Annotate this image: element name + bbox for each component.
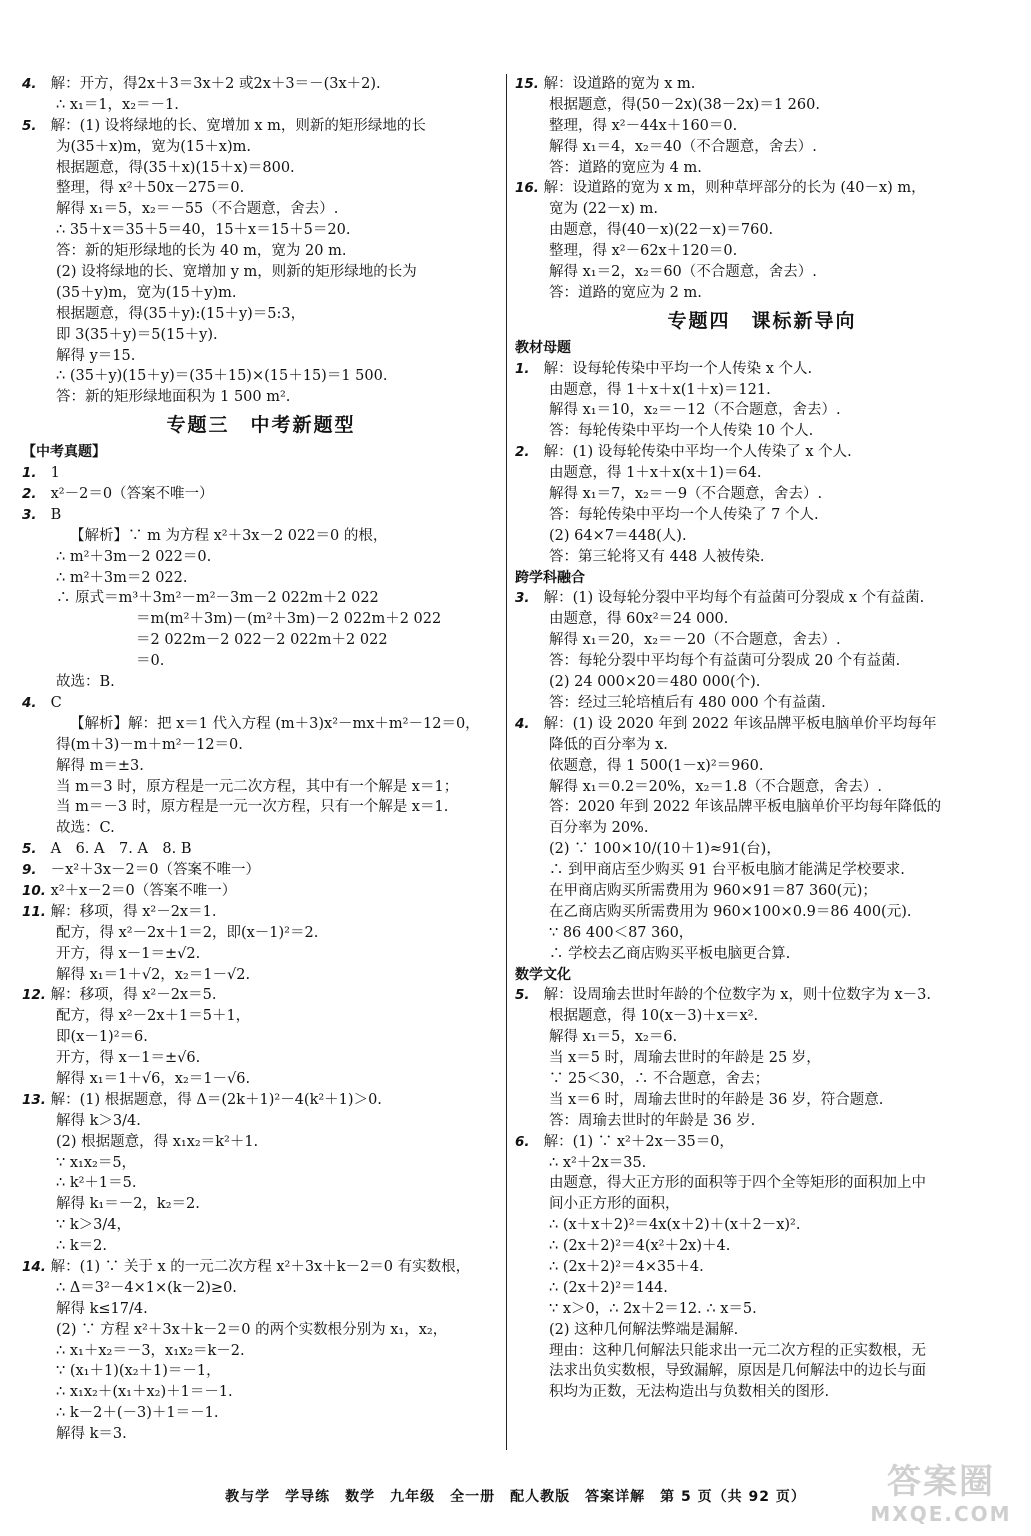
question-number: 3. xyxy=(22,506,37,523)
question-number: 6. xyxy=(515,1133,530,1150)
left-answers-block-2 xyxy=(22,463,500,1445)
answer-line: 答：道路的宽应为 2 m. xyxy=(549,284,702,301)
right-answers-block-4 xyxy=(515,985,1009,1403)
answer-line: (2) ∵ 100×10/(10＋1)≈91(台)， xyxy=(549,841,781,858)
answer-line: 解得 k＝3. xyxy=(56,1426,127,1443)
answer-line: 解得 x₁＝0.2＝20%，x₂＝1.8（不合题意，舍去）. xyxy=(549,778,883,795)
answer-line: 答：每轮传染中平均一个人传染了 7 个人. xyxy=(549,506,819,523)
question-number: 1. xyxy=(22,465,37,482)
answer-line: ∴ m²＋3m－2 022＝0. xyxy=(56,548,212,565)
answer-line: (2) 设将绿地的长、宽增加 y m，则新的矩形绿地的长为 xyxy=(56,264,417,281)
answer-line: 由题意，得 1＋x＋x(1＋x)＝121. xyxy=(549,381,771,398)
answer-line: 当 x＝6 时，周瑜去世时的年龄是 36 岁，符合题意. xyxy=(549,1091,884,1108)
answer-line: (2) 64×7＝448(人). xyxy=(549,527,687,544)
question-number: 4. xyxy=(515,715,530,732)
question-number: 5. xyxy=(515,987,530,1004)
subhead-textbook: 教材母题 xyxy=(515,339,571,356)
answer-line: 降低的百分率为 x. xyxy=(549,736,668,753)
question-number: 10. xyxy=(22,882,46,899)
answer-line: 3. B xyxy=(22,505,500,526)
answer-line: 解得 y＝15. xyxy=(56,347,136,364)
question-number: 15. xyxy=(515,76,539,92)
answer-line: 在乙商店购买所需费用为 960×100×0.9＝86 400(元). xyxy=(549,903,912,920)
left-column xyxy=(22,74,500,1445)
answer-line: 15. 解：设道路的宽为 x m. xyxy=(515,74,1009,95)
answer-line: 当 x＝5 时，周瑜去世时的年龄是 25 岁， xyxy=(549,1050,821,1067)
answer-line: 1. 解：设每轮传染中平均一个人传染 x 个人. xyxy=(515,359,1009,380)
answer-line: 答：每轮传染中平均一个人传染 10 个人. xyxy=(549,423,814,440)
answer-line: 解得 k₁＝－2，k₂＝2. xyxy=(56,1196,200,1213)
answer-line: 宽为 (22－x) m. xyxy=(549,201,659,218)
question-number: 9. xyxy=(22,862,37,879)
answer-line: ∴ k＝2. xyxy=(56,1238,107,1255)
question-number: 2. xyxy=(515,444,530,461)
answer-line: 4. C xyxy=(22,693,500,714)
answer-line: 2. 解：(1) 设每轮传染中平均一个人传染了 x 个人. xyxy=(515,442,1009,463)
question-number: 5. xyxy=(22,117,37,134)
answer-line: 16. 解：设道路的宽为 x m，则种草坪部分的长为 (40－x) m， xyxy=(515,178,1009,199)
section-title-4: 专题四 课标新导向 xyxy=(667,309,857,332)
answer-line: 9. －x²＋3x－2＝0（答案不唯一） xyxy=(22,860,500,881)
column-divider xyxy=(506,74,507,1450)
answer-line: 根据题意，得 10(x－3)＋x＝x². xyxy=(549,1008,759,1025)
right-answers-block-1 xyxy=(515,74,1009,304)
answer-line: 12. 解：移项，得 x²－2x＝5. xyxy=(22,985,500,1006)
right-column xyxy=(515,74,1009,1403)
question-number: 13. xyxy=(22,1091,46,1108)
answer-line: 整理，得 x²＋50x－275＝0. xyxy=(56,180,245,197)
answer-line: ∵ (x₁＋1)(x₂＋1)＝－1， xyxy=(56,1363,221,1380)
answer-line: 【解析】∵ m 为方程 x²＋3x－2 022＝0 的根， xyxy=(70,527,388,544)
question-number: 4. xyxy=(22,694,37,711)
answer-line: 3. 解：(1) 设每轮分裂中平均每个有益菌可分裂成 x 个有益菌. xyxy=(515,588,1009,609)
answer-line: 解得 x₁＝20，x₂＝－20（不合题意，舍去）. xyxy=(549,632,841,649)
answer-line: 当 m＝3 时，原方程是一元二次方程，其中有一个解是 x＝1； xyxy=(56,778,459,795)
answer-line: 由题意，得大正方形的面积等于四个全等矩形的面积加上中 xyxy=(549,1175,926,1192)
watermark-url: MXQE.COM xyxy=(870,1502,1012,1526)
answer-line: ∴ x₁＋x₂＝－3，x₁x₂＝k－2. xyxy=(56,1342,245,1359)
answer-line: ∴ (2x＋2)²＝4×35＋4. xyxy=(549,1258,704,1275)
answer-line: 由题意，得 1＋x＋x(x＋1)＝64. xyxy=(549,465,762,482)
watermark-logo xyxy=(858,1462,1024,1530)
answer-line: 10. x²＋x－2＝0（答案不唯一） xyxy=(22,881,500,902)
answer-line: 理由：这种几何解法只能求出一元二次方程的正实数根，无 xyxy=(549,1342,926,1359)
answer-line: 答：经过三轮培植后有 480 000 个有益菌. xyxy=(549,694,826,711)
section-title-3: 专题三 中考新题型 xyxy=(166,414,356,437)
answer-line: 整理，得 x²－44x＋160＝0. xyxy=(549,117,738,134)
answer-line: 依题意，得 1 500(1－x)²＝960. xyxy=(549,757,764,774)
answer-line: 解得 m＝±3. xyxy=(56,757,144,774)
answer-line: 解得 x₁＝4，x₂＝40（不合题意，舍去）. xyxy=(549,138,817,155)
question-number: 11. xyxy=(22,903,46,920)
answer-line: 百分率为 20%. xyxy=(549,820,649,837)
answer-line: 由题意，得 60x²＝24 000. xyxy=(549,611,729,628)
question-number: 1. xyxy=(515,360,530,377)
answer-line: ＝0. xyxy=(136,653,165,670)
answer-line: 答：新的矩形绿地面积为 1 500 m². xyxy=(56,389,291,406)
answer-line: ∴ m²＋3m＝2 022. xyxy=(56,569,188,586)
answer-line: 间小正方形的面积， xyxy=(549,1196,680,1213)
question-number: 5. xyxy=(22,841,37,858)
answer-line: 整理，得 x²－62x＋120＝0. xyxy=(549,243,738,260)
answer-line: 积均为正数，无法构造出与负数相关的图形. xyxy=(549,1384,830,1401)
answer-line: 5. 解：设周瑜去世时年龄的个位数字为 x，则十位数字为 x－3. xyxy=(515,985,1009,1006)
answer-line: 当 m＝－3 时，原方程是一元一次方程，只有一个解是 x＝1. xyxy=(56,799,449,816)
answer-line: ∴ 到甲商店至少购买 91 台平板电脑才能满足学校要求. xyxy=(549,862,905,879)
subhead-interdisciplinary: 跨学科融合 xyxy=(515,569,585,586)
answer-line: ∴ x²＋2x＝35. xyxy=(549,1154,647,1171)
answer-line: 解得 k≤17/4. xyxy=(56,1300,148,1317)
answer-line: 13. 解：(1) 根据题意，得 Δ＝(2k＋1)²－4(k²＋1)＞0. xyxy=(22,1090,500,1111)
answer-line: ∵ x₁x₂＝5， xyxy=(56,1154,137,1171)
answer-line: 5. 解：(1) 设将绿地的长、宽增加 x m，则新的矩形绿地的长 xyxy=(22,116,500,137)
page-footer: 教与学 学导练 数学 九年级 全一册 配人教版 答案详解 第 5 页（共 92 页） xyxy=(225,1489,806,1505)
answer-line: ∴ 原式＝m³＋3m²－m²－3m－2 022m＋2 022 xyxy=(56,590,379,607)
answer-line: 6. 解：(1) ∵ x²＋2x－35＝0， xyxy=(515,1132,1009,1153)
answer-line: 配方，得 x²－2x＋1＝2，即(x－1)²＝2. xyxy=(56,924,319,941)
answer-line: 解得 x₁＝10，x₂＝－12（不合题意，舍去）. xyxy=(549,402,841,419)
answer-line: 故选：B. xyxy=(56,674,115,691)
answer-line: 2. x²－2＝0（答案不唯一） xyxy=(22,484,500,505)
answer-line: ∵ x＞0，∴ 2x＋2＝12. ∴ x＝5. xyxy=(549,1300,757,1317)
answer-line: 【解析】解：把 x＝1 代入方程 (m＋3)x²－mx＋m²－12＝0， xyxy=(70,715,480,732)
answer-line: ∴ Δ＝3²－4×1×(k－2)≥0. xyxy=(56,1279,237,1296)
answer-line: 法求出负实数根，导致漏解，原因是几何解法中的边长与面 xyxy=(549,1363,926,1380)
answer-line: 解得 x₁＝7，x₂＝－9（不合题意，舍去）. xyxy=(549,486,823,503)
answer-line: ∴ (2x＋2)²＝4(x²＋2x)＋4. xyxy=(549,1238,731,1255)
answer-line: 14. 解：(1) ∵ 关于 x 的一元二次方程 x²＋3x＋k－2＝0 有实数根， xyxy=(22,1257,500,1278)
answer-line: ∴ (x＋x＋2)²＝4x(x＋2)＋(x＋2－x)². xyxy=(549,1217,801,1234)
answer-line: 为(35＋x)m，宽为(15＋x)m. xyxy=(56,138,251,155)
answer-line: (35＋y)m，宽为(15＋y)m. xyxy=(56,284,237,301)
answer-line: (2) ∵ 方程 x²＋3x＋k－2＝0 的两个实数根分别为 x₁，x₂， xyxy=(56,1321,448,1338)
answer-line: 根据题意，得(50－2x)(38－2x)＝1 260. xyxy=(549,96,820,113)
answer-line: ∵ 25＜30，∴ 不合题意，舍去； xyxy=(549,1070,770,1087)
answer-line: (2) 24 000×20＝480 000(个). xyxy=(549,674,761,691)
question-number: 2. xyxy=(22,486,37,503)
answer-line: 解得 x₁＝2，x₂＝60（不合题意，舍去）. xyxy=(549,264,817,281)
answer-line: ∴ (2x＋2)²＝144. xyxy=(549,1279,668,1296)
answer-line: 配方，得 x²－2x＋1＝5＋1， xyxy=(56,1008,251,1025)
answer-line: 开方，得 x－1＝±√6. xyxy=(56,1050,201,1067)
answer-line: ∴ k²＋1＝5. xyxy=(56,1175,137,1192)
answer-line: 由题意，得(40－x)(22－x)＝760. xyxy=(549,222,774,239)
answer-line: ＝m(m²＋3m)－(m²＋3m)－2 022m＋2 022 xyxy=(136,611,442,628)
answer-line: 解得 k＞3/4. xyxy=(56,1112,141,1129)
question-number: 16. xyxy=(515,180,539,197)
answer-line: 答：第三轮将又有 448 人被传染. xyxy=(549,548,765,565)
answer-line: 答：每轮分裂中平均每个有益菌可分裂成 20 个有益菌. xyxy=(549,653,901,670)
subhead-zhongkao: 【中考真题】 xyxy=(22,444,106,461)
watermark-title: 答案圈 xyxy=(887,1462,995,1502)
answer-line: 解得 x₁＝5，x₂＝－55（不合题意，舍去）. xyxy=(56,201,339,218)
answer-line: 即(x－1)²＝6. xyxy=(56,1029,148,1046)
answer-line: 开方，得 x－1＝±√2. xyxy=(56,945,201,962)
answer-line: 答：新的矩形绿地的长为 40 m，宽为 20 m. xyxy=(56,243,347,260)
answer-line: 答：周瑜去世时的年龄是 36 岁. xyxy=(549,1112,756,1129)
subhead-math-culture: 数学文化 xyxy=(515,966,571,983)
answer-line: ∵ 86 400＜87 360， xyxy=(549,924,694,941)
answer-line: ∴ 学校去乙商店购买平板电脑更合算. xyxy=(549,945,791,962)
answer-line: (2) 根据题意，得 x₁x₂＝k²＋1. xyxy=(56,1133,259,1150)
answer-line: 答：道路的宽应为 4 m. xyxy=(549,159,702,176)
answer-line: 故选：C. xyxy=(56,820,115,837)
question-number: 14. xyxy=(22,1258,46,1275)
answer-line: ∴ k－2＋(－3)＋1＝－1. xyxy=(56,1405,219,1422)
answer-line: 得(m＋3)－m＋m²－12＝0. xyxy=(56,736,243,753)
answer-line: ∴ (35＋y)(15＋y)＝(35＋15)×(15＋15)＝1 500. xyxy=(56,368,388,385)
answer-line: 根据题意，得(35＋y):(15＋y)＝5:3， xyxy=(56,305,306,322)
answer-line: ∴ x₁x₂＋(x₁＋x₂)＋1＝－1. xyxy=(56,1384,233,1401)
answer-line: 解得 x₁＝1＋√6，x₂＝1－√6. xyxy=(56,1070,251,1087)
answer-line: 在甲商店购买所需费用为 960×91＝87 360(元)； xyxy=(549,882,877,899)
left-answers-block-1 xyxy=(22,74,500,408)
answer-line: 即 3(35＋y)＝5(15＋y). xyxy=(56,326,218,343)
question-number: 4. xyxy=(22,76,37,92)
answer-line: 解得 x₁＝5，x₂＝6. xyxy=(549,1029,678,1046)
answer-line: 4. 解：(1) 设 2020 年到 2022 年该品牌平板电脑单价平均每年 xyxy=(515,714,1009,735)
answer-line: 解得 x₁＝1＋√2，x₂＝1－√2. xyxy=(56,966,251,983)
answer-line: 答：2020 年到 2022 年该品牌平板电脑单价平均每年降低的 xyxy=(549,799,942,816)
answer-line: ∴ 35＋x＝35＋5＝40，15＋x＝15＋5＝20. xyxy=(56,222,351,239)
answer-line: ＝2 022m－2 022－2 022m＋2 022 xyxy=(136,632,388,649)
answer-line: 4. 解：开方，得2x＋3＝3x＋2 或2x＋3＝－(3x＋2). xyxy=(22,74,500,95)
answer-line: ∵ k＞3/4， xyxy=(56,1217,131,1234)
right-answers-block-2 xyxy=(515,359,1009,568)
answer-line: ∴ x₁＝1，x₂＝－1. xyxy=(56,96,179,113)
question-number: 12. xyxy=(22,987,46,1004)
answer-line: 5. A 6. A 7. A 8. B xyxy=(22,839,500,860)
answer-line: 11. 解：移项，得 x²－2x＝1. xyxy=(22,902,500,923)
question-number: 3. xyxy=(515,590,530,607)
right-answers-block-3 xyxy=(515,588,1009,964)
answer-line: 1. 1 xyxy=(22,463,500,484)
answer-line: (2) 这种几何解法弊端是漏解. xyxy=(549,1321,739,1338)
answer-line: 根据题意，得(35＋x)(15＋x)＝800. xyxy=(56,159,295,176)
